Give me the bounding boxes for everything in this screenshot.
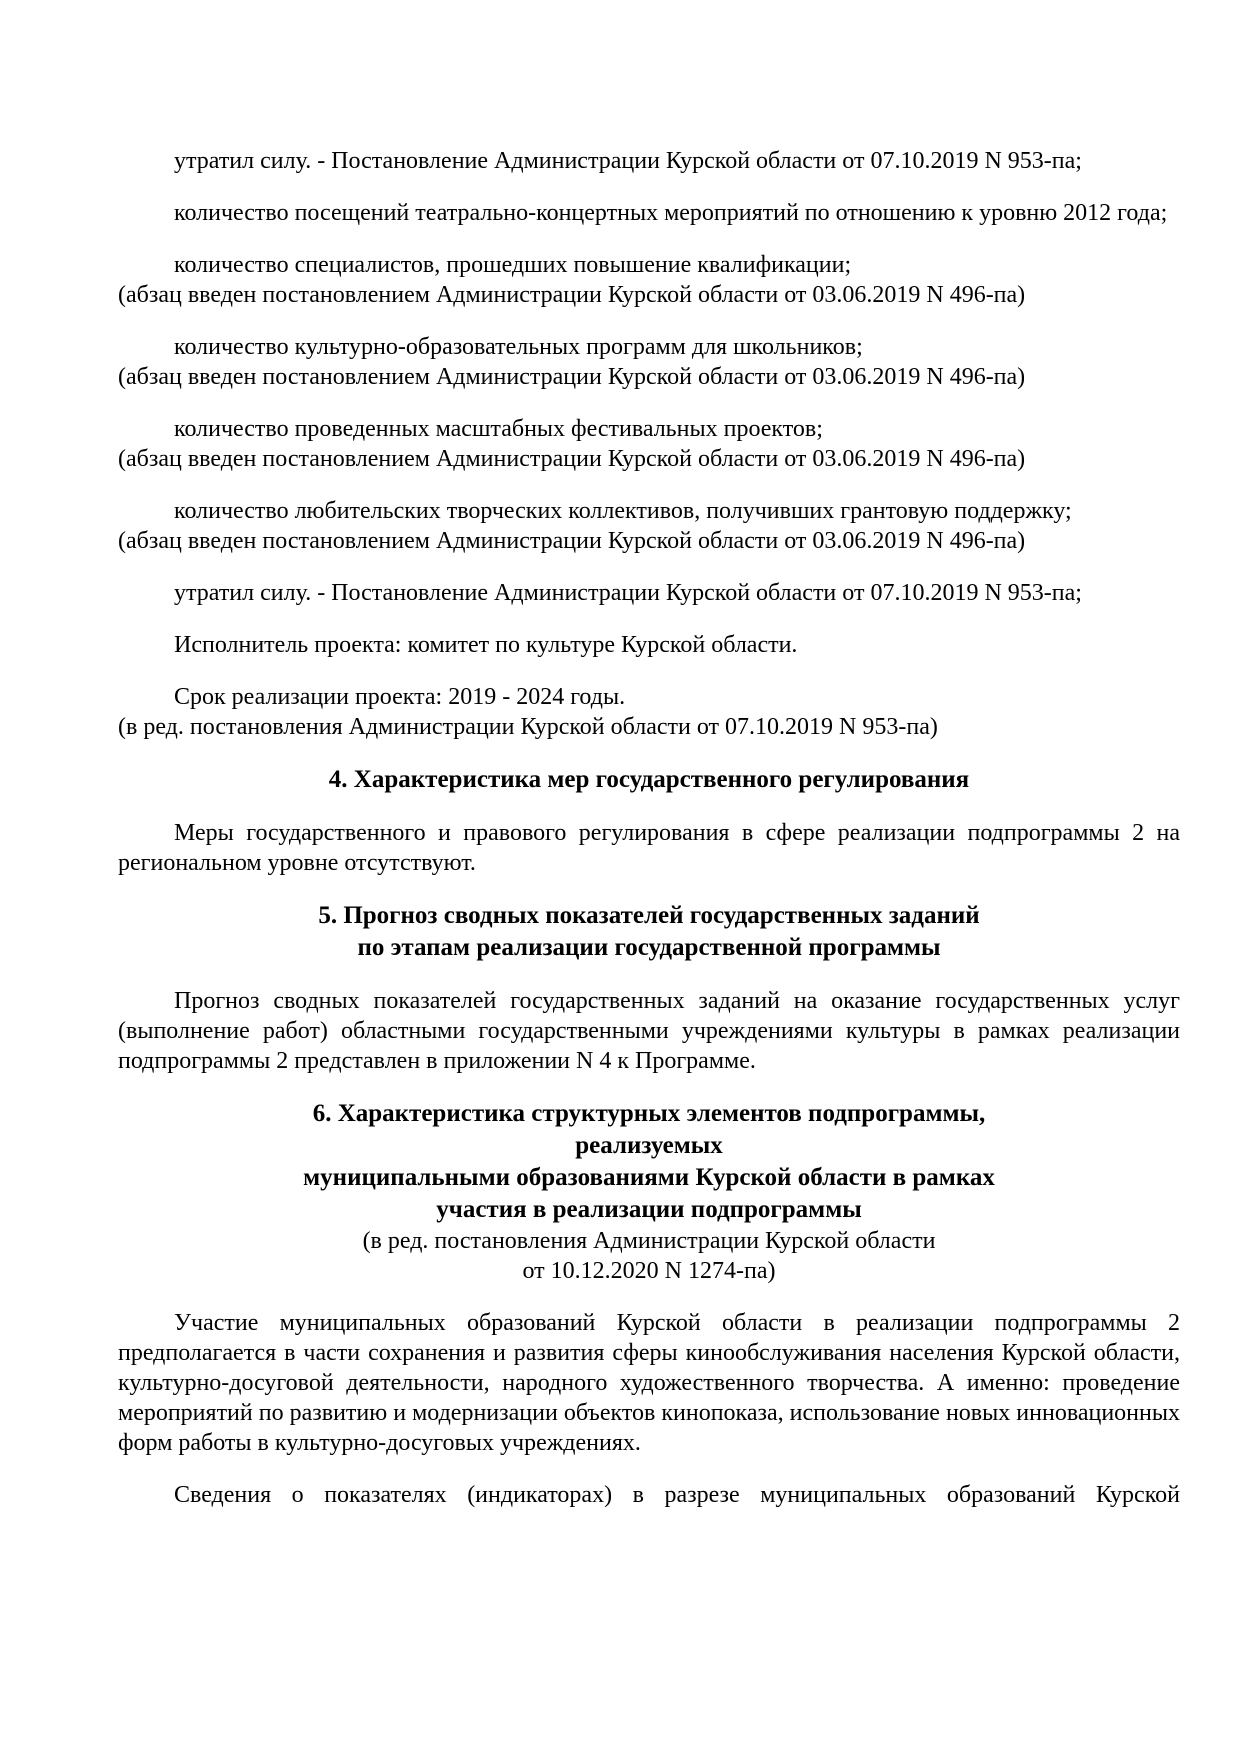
heading-line: 6. Характеристика структурных элементов подпрограммы, (312, 1100, 986, 1127)
paragraph: количество любительских творческих коллективов, получивших грантовую поддержку; (174, 498, 1072, 524)
heading-line: по этапам реализации государственной программы (357, 934, 941, 961)
list-item (118, 496, 1180, 556)
heading-line: 5. Прогноз сводных показателей государственных заданий (318, 902, 980, 929)
note-line: (в ред. постановления Администрации Курской области (362, 1228, 936, 1254)
list-item (118, 250, 1180, 310)
paragraph: количество специалистов, прошедших повышение квалификации; (174, 252, 852, 278)
paragraph: количество посещений театрально-концертных мероприятий по отношению к уровню 2012 года; (174, 200, 1168, 226)
section-6-text: Участие муниципальных образований Курской области в реализации подпрограммы 2 предполагается в части сохранения и развития сферы кинообслуживания населения Курской области, культурно-досуговой деятельности, народного художественного творчества. А именно: проведение мероприятий по развитию и модернизации объектов кинопоказа, использование новых инновационных форм работы в культурно-досуговых учреждениях. (118, 1310, 1180, 1456)
section-6-heading (118, 1098, 1180, 1226)
heading-line: реализуемых (575, 1132, 723, 1159)
paragraph: количество проведенных масштабных фестивальных проектов; (174, 416, 823, 442)
paragraph: Срок реализации проекта: 2019 - 2024 годы. (174, 684, 626, 710)
amendment-note: (абзац введен постановлением Администрации Курской области от 03.06.2019 N 496-па) (118, 528, 1026, 554)
paragraph: количество культурно-образовательных программ для школьников; (174, 334, 863, 360)
heading-line: муниципальными образованиями Курской области в рамках (303, 1164, 995, 1191)
list-item (118, 630, 1180, 660)
list-item (118, 414, 1180, 474)
section-6-amendment-note (118, 1226, 1180, 1286)
list-item (118, 578, 1180, 608)
list-item (118, 146, 1180, 176)
paragraph: утратил силу. - Постановление Администрации Курской области от 07.10.2019 N 953-па; (174, 148, 1082, 174)
list-item (118, 198, 1180, 228)
section-5-heading (118, 900, 1180, 964)
section-4-heading: 4. Характеристика мер государственного регулирования (328, 766, 970, 793)
section-6-text-continued: Сведения о показателях (индикаторах) в разрезе муниципальных образований Курской (174, 1482, 1180, 1508)
paragraph: утратил силу. - Постановление Администрации Курской области от 07.10.2019 N 953-па; (174, 580, 1082, 606)
heading-line: участия в реализации подпрограммы (436, 1196, 862, 1223)
amendment-note: (абзац введен постановлением Администрации Курской области от 03.06.2019 N 496-па) (118, 282, 1026, 308)
section-4-text: Меры государственного и правового регулирования в сфере реализации подпрограммы 2 на региональном уровне отсутствуют. (118, 820, 1180, 876)
note-line: от 10.12.2020 N 1274-па) (522, 1258, 776, 1284)
list-item (118, 332, 1180, 392)
amendment-note: (абзац введен постановлением Администрации Курской области от 03.06.2019 N 496-па) (118, 446, 1026, 472)
amendment-note: (в ред. постановления Администрации Курской области от 07.10.2019 N 953-па) (118, 714, 938, 740)
list-item (118, 682, 1180, 742)
paragraph: Исполнитель проекта: комитет по культуре Курской области. (174, 632, 798, 658)
section-5-text: Прогноз сводных показателей государственных заданий на оказание государственных услуг (выполнение работ) областными государственными учреждениями культуры в рамках реализации подпрограммы 2 представлен в приложении N 4 к Программе. (118, 988, 1180, 1074)
document-page (118, 146, 1180, 1510)
amendment-note: (абзац введен постановлением Администрации Курской области от 03.06.2019 N 496-па) (118, 364, 1026, 390)
